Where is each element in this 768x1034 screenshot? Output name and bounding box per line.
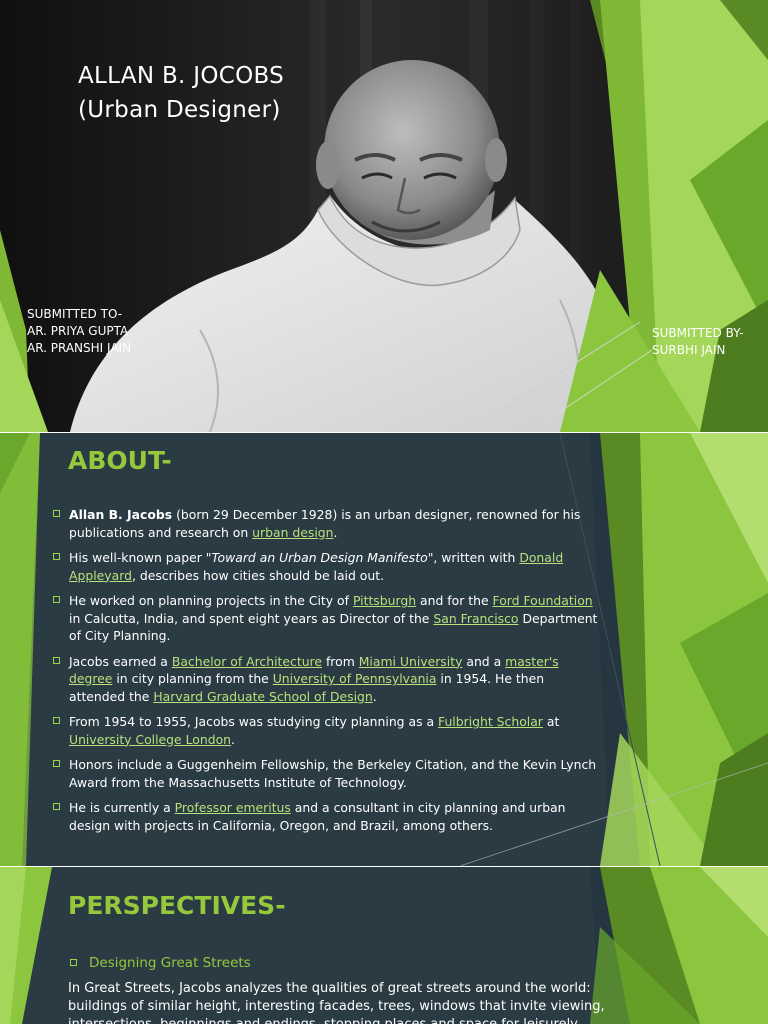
text-run: and a [462, 653, 506, 669]
square-bullet-icon [53, 760, 60, 767]
inline-link[interactable]: master's degree [69, 653, 559, 686]
bullet-item [52, 756, 600, 791]
text-run: and for the [416, 593, 493, 608]
bullet-item [52, 713, 600, 748]
square-bullet-icon [53, 596, 60, 603]
inline-link[interactable]: urban design [252, 524, 334, 540]
inline-link[interactable]: Professor emeritus [174, 800, 291, 815]
square-bullet-icon [53, 717, 60, 724]
text-run: He worked on planning projects in the City of [69, 593, 353, 608]
bullet-item [52, 506, 600, 541]
text-run: in 1954. He then attended the [69, 671, 545, 704]
subheading-text: Designing Great Streets [89, 955, 251, 971]
bullet-item [52, 592, 600, 645]
bullet-text [69, 550, 563, 583]
square-bullet-icon [53, 657, 60, 664]
text-run: ", written with [427, 550, 520, 565]
presentation-title: ALLAN B. JOCOBS [78, 63, 285, 89]
bullet-text [69, 714, 559, 747]
bullet-text [69, 507, 580, 540]
submitted-by-label: SUBMITTED BY- [652, 326, 744, 340]
about-heading: ABOUT- [68, 446, 172, 475]
square-bullet-icon [70, 959, 77, 966]
text-run: He is currently a [69, 800, 175, 815]
bold-text: Allan B. Jacobs [69, 507, 173, 522]
text-run: From 1954 to 1955, Jacobs was studying city planning as a [69, 714, 438, 729]
text-run: in Calcutta, India, and spent eight years as Director of the [69, 610, 434, 626]
perspectives-slide [0, 867, 768, 1032]
submitted-by-block [652, 325, 743, 359]
square-bullet-icon [53, 553, 60, 560]
bullet-text [69, 654, 559, 704]
about-bullet-list [52, 506, 600, 842]
inline-link[interactable]: Bachelor of Architecture [171, 653, 322, 669]
text-run: (born 29 December 1928) is an urban designer, renowned for his publications and research on [69, 507, 581, 540]
inline-link[interactable]: University College London [69, 731, 232, 747]
bullet-text [69, 757, 596, 790]
submitted-by-name: SURBHI JAIN [652, 343, 726, 357]
text-run: Honors include a Guggenheim Fellowship, the Berkeley Citation, and the Kevin Lynch Award from the Massachusetts Institute of Technology. [69, 757, 597, 790]
bullet-text [69, 800, 566, 833]
great-streets-paragraph: In Great Streets, Jacobs analyzes the qualities of great streets around the world: buildings of similar height, interesting facades, trees, windows that invite viewing, intersections, beginnings and endings, stopping places and space for leisurely [68, 981, 605, 1032]
square-bullet-icon [53, 510, 60, 517]
inline-link[interactable]: University of Pennsylvania [272, 671, 437, 686]
bullet-item [52, 549, 600, 584]
title-slide [0, 0, 768, 432]
text-run: . [372, 688, 377, 704]
inline-link[interactable]: Pittsburgh [352, 593, 417, 608]
text-run: His well-known paper " [69, 550, 212, 565]
text-run: Department of City Planning. [69, 610, 598, 643]
text-run: at [542, 714, 560, 729]
square-bullet-icon [53, 803, 60, 810]
inline-link[interactable]: Harvard Graduate School of Design [153, 688, 373, 704]
perspectives-heading: PERSPECTIVES- [68, 891, 286, 920]
text-run: . [333, 524, 338, 540]
subheading-designing-great-streets [70, 955, 251, 971]
inline-link[interactable]: Fulbright Scholar [438, 714, 543, 729]
submitted-to-name: AR. PRANSHI JAIN [27, 341, 132, 355]
submitted-to-name: AR. PRIYA GUPTA [27, 324, 129, 338]
presentation-subtitle: (Urban Designer) [78, 97, 281, 123]
text-run: , describes how cities should be laid out. [131, 567, 385, 583]
text-run: . [231, 731, 235, 747]
inline-link[interactable]: Donald Appleyard [69, 550, 564, 583]
text-run: and a consultant in city planning and urban design with projects in California, Oregon, and Brazil, among others. [69, 800, 566, 833]
bullet-item [52, 653, 600, 706]
inline-link[interactable]: Ford Foundation [492, 593, 593, 608]
text-run: in city planning from the [112, 671, 273, 686]
bullet-item [52, 799, 600, 834]
text-run: Jacobs earned a [69, 653, 172, 669]
italic-text: Toward an Urban Design Manifesto [211, 550, 428, 565]
inline-link[interactable]: San Francisco [433, 610, 519, 626]
submitted-to-label: SUBMITTED TO- [27, 307, 123, 321]
bullet-text [69, 593, 597, 643]
text-run: from [322, 653, 359, 669]
inline-link[interactable]: Miami University [358, 653, 463, 669]
submitted-to-block [27, 306, 131, 357]
about-slide [0, 433, 768, 866]
